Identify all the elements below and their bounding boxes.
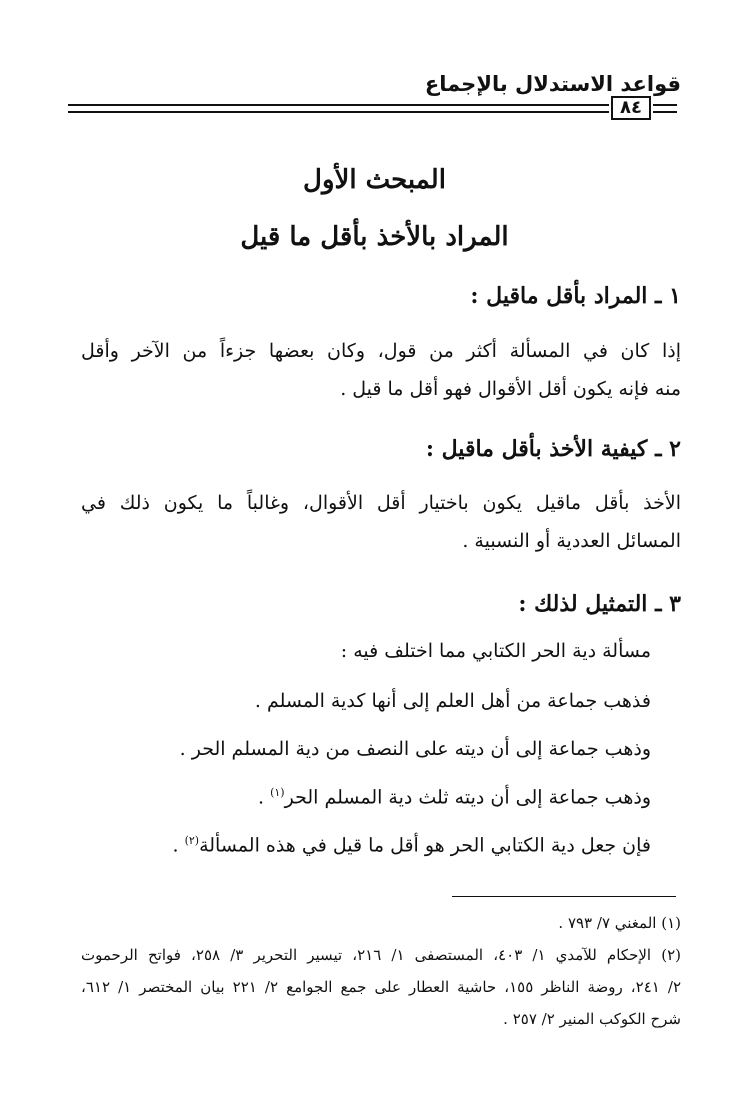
section-2-heading: ٢ ـ كيفية الأخذ بأقل ماقيل : <box>425 436 681 462</box>
footnote-1: (١) المغني ٧/ ٧٩٣ . <box>558 914 681 932</box>
line-4-period: . <box>257 786 271 809</box>
running-title: قواعد الاستدلال بالإجماع <box>424 72 681 96</box>
section-1-line-2: منه فإنه يكون أقل الأقوال فهو أقل ما قيل . <box>340 378 681 400</box>
section-3-line-3: وذهب جماعة إلى أن ديته على النصف من دية المسلم الحر . <box>179 738 651 760</box>
section-1-heading: ١ ـ المراد بأقل ماقيل : <box>470 283 681 309</box>
section-2-line-1: الأخذ بأقل ماقيل يكون باختيار أقل الأقوال، وغالباً ما يكون ذلك في <box>81 492 681 514</box>
header-rule-top <box>68 104 609 106</box>
header-rule-left-bottom <box>653 111 677 113</box>
footnote-ref-2[interactable]: (٢) <box>184 834 200 847</box>
section-3-heading: ٣ ـ التمثيل لذلك : <box>518 591 681 617</box>
header-rule-left-top <box>653 104 677 106</box>
footnote-ref-1[interactable]: (١) <box>270 786 285 799</box>
section-2-line-2: المسائل العددية أو النسبية . <box>462 530 681 552</box>
footnote-2-line-2: ٢/ ٢٤١، روضة الناظر ١٥٥، حاشية العطار على جمع الجوامع ٢/ ٢٢١ بيان المختصر ١/ ٦١٢، <box>81 978 682 996</box>
section-3-line-4 <box>258 786 651 808</box>
section-3-line-5-text: فإن جعل دية الكتابي الحر هو أقل ما قيل في هذه المسألة <box>199 834 651 857</box>
section-1-line-1: إذا كان في المسألة أكثر من قول، وكان بعضها جزءاً من الآخر وأقل <box>81 340 681 362</box>
header-rule-bottom <box>68 111 609 113</box>
section-3-line-2: فذهب جماعة من أهل العلم إلى أنها كدية المسلم . <box>254 690 651 712</box>
footnote-separator <box>452 896 676 897</box>
chapter-title: المبحث الأول <box>303 165 446 195</box>
section-3-line-1: مسألة دية الحر الكتابي مما اختلف فيه : <box>340 640 651 662</box>
chapter-subtitle: المراد بالأخذ بأقل ما قيل <box>240 222 509 252</box>
line-5-period: . <box>172 834 185 857</box>
section-3-line-5 <box>172 834 651 856</box>
footnote-2-line-1: (٢) الإحكام للآمدي ١/ ٤٠٣، المستصفى ١/ ٢١٦، تيسير التحرير ٣/ ٢٥٨، فواتح الرحموت <box>81 946 681 964</box>
footnote-2-line-3: شرح الكوكب المنير ٢/ ٢٥٧ . <box>503 1010 681 1028</box>
page-number: ٨٤ <box>611 96 651 120</box>
section-3-line-4-text: وذهب جماعة إلى أن ديته ثلث دية المسلم الحر <box>284 786 651 809</box>
